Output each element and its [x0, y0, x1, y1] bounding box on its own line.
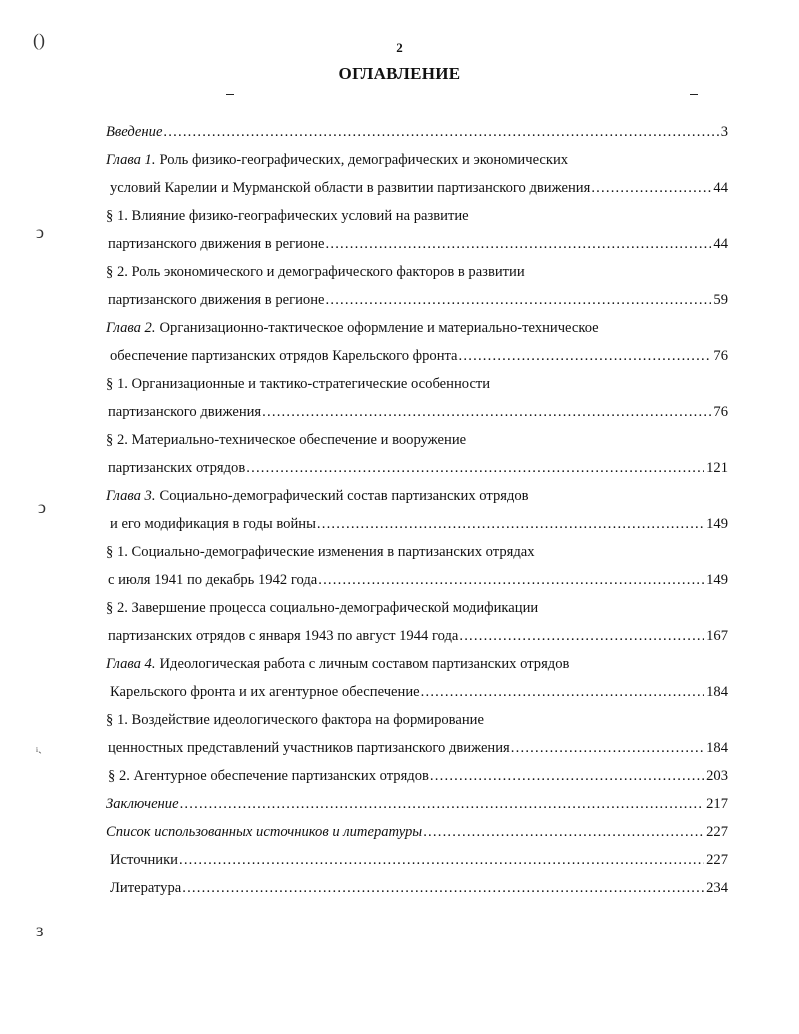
toc-entry-title: партизанского движения в регионе: [108, 292, 325, 308]
toc-entry: [106, 206, 469, 226]
toc-entry: [110, 178, 728, 198]
toc-page-number: 59: [713, 292, 728, 308]
toc-entry: [106, 822, 728, 842]
toc-entry: [106, 122, 728, 142]
toc-dot-leader: [326, 290, 712, 310]
toc-page-number: 121: [706, 460, 728, 476]
toc-page-number: 203: [706, 768, 728, 784]
toc-entry: [108, 570, 728, 590]
toc-page-number: 44: [713, 180, 728, 196]
toc-entry: [108, 766, 728, 786]
toc-page-number: 227: [706, 824, 728, 840]
toc-entry-title: партизанского движения: [108, 404, 262, 420]
toc-entry-title: Организационно-тактическое оформление и материально-техническое: [159, 320, 599, 336]
toc-entry-title: § 2. Агентурное обеспечение партизанских отрядов: [108, 768, 429, 784]
toc-dot-leader: [180, 794, 705, 814]
toc-entry-title: Карельского фронта и их агентурное обеспечение: [110, 684, 420, 700]
toc-entry-title: § 1. Воздействие идеологического фактора на формирование: [106, 712, 484, 728]
toc-entry: [108, 626, 728, 646]
toc-chapter-number: Глава 3.: [106, 488, 156, 504]
toc-dot-leader: [459, 346, 712, 366]
toc-chapter-number: Глава 4.: [106, 656, 156, 672]
toc-chapter-number: Глава 2.: [106, 320, 156, 336]
toc-entry-title: Список использованных источников и литературы: [106, 824, 423, 840]
toc-entry-title: § 1. Социально-демографические изменения в партизанских отрядах: [106, 544, 535, 560]
toc-entry: [110, 346, 728, 366]
toc-dot-leader: [459, 626, 704, 646]
toc-page-number: 184: [706, 740, 728, 756]
toc-entry: [108, 234, 728, 254]
toc-page-number: 184: [706, 684, 728, 700]
toc-dot-leader: [182, 878, 704, 898]
toc-dot-leader: [317, 514, 704, 534]
toc-entry-title: Источники: [110, 852, 178, 868]
toc-entry: [106, 598, 538, 618]
toc-dot-leader: [430, 766, 704, 786]
toc-dot-leader: [179, 850, 704, 870]
toc-entry: [108, 290, 728, 310]
toc-page-number: 227: [706, 852, 728, 868]
toc-dot-leader: [423, 822, 704, 842]
toc-entry: [110, 850, 728, 870]
toc-entry-title: с июля 1941 по декабрь 1942 года: [108, 572, 318, 588]
toc-entry: [110, 682, 728, 702]
toc-page-number: 217: [706, 796, 728, 812]
toc-entry-title: Введение: [106, 124, 163, 140]
toc-entry-title: ценностных представлений участников партизанского движения: [108, 740, 510, 756]
toc-page-number: 149: [706, 572, 728, 588]
toc-entry-title: и его модификация в годы войны: [110, 516, 316, 532]
toc-entry-title: Роль физико-географических, демографических и экономических: [159, 152, 569, 168]
toc-entry: [108, 738, 728, 758]
toc-dot-leader: [318, 570, 704, 590]
toc-entry: [106, 150, 568, 170]
toc-page-number: 44: [713, 236, 728, 252]
toc-entry: [106, 318, 599, 338]
header-dash-right: [690, 94, 698, 95]
toc-entry-title: Заключение: [106, 796, 179, 812]
toc-chapter-number: Глава 1.: [106, 152, 156, 168]
header-dash-left: [226, 94, 234, 95]
scan-margin-mark: ↄ: [38, 497, 46, 517]
toc-entry-title: партизанского движения в регионе: [108, 236, 325, 252]
toc-entry-title: § 1. Организационные и тактико-стратегические особенности: [106, 376, 491, 392]
toc-dot-leader: [511, 738, 704, 758]
toc-dot-leader: [262, 402, 711, 422]
toc-entry: [110, 514, 728, 534]
toc-entry: [106, 542, 535, 562]
toc-page-number: 167: [706, 628, 728, 644]
scan-margin-mark: ↄ: [36, 222, 44, 242]
toc-entry: [108, 458, 728, 478]
toc-dot-leader: [246, 458, 704, 478]
toc-entry-title: партизанских отрядов с января 1943 по август 1944 года: [108, 628, 459, 644]
toc-entry-title: § 2. Роль экономического и демографического факторов в развитии: [106, 264, 525, 280]
toc-entry-title: партизанских отрядов: [108, 460, 246, 476]
toc-entry-title: § 1. Влияние физико-географических условий на развитие: [106, 208, 469, 224]
page-number: 2: [396, 40, 403, 55]
toc-entry: [106, 486, 529, 506]
toc-entry: [106, 430, 466, 450]
toc-entry-title: § 2. Завершение процесса социально-демографической модификации: [106, 600, 539, 616]
toc-dot-leader: [591, 178, 711, 198]
toc-page-number: 76: [713, 404, 728, 420]
toc-page-number: 3: [720, 124, 728, 140]
toc-entry: [106, 710, 484, 730]
toc-entry-title: Литература: [110, 880, 182, 896]
toc-entry: [106, 794, 728, 814]
scan-margin-mark: ᵢˎ: [36, 740, 42, 754]
toc-entry-title: обеспечение партизанских отрядов Карельского фронта: [110, 348, 458, 364]
toc-entry-title: Социально-демографический состав партизанских отрядов: [159, 488, 529, 504]
toc-entry-title: условий Карелии и Мурманской области в развитии партизанского движения: [110, 180, 591, 196]
toc-entry: [106, 654, 569, 674]
toc-entry: [106, 374, 490, 394]
toc-entry-title: Идеологическая работа с личным составом партизанских отрядов: [159, 656, 570, 672]
toc-dot-leader: [326, 234, 712, 254]
scan-margin-mark: ɜ: [36, 920, 44, 940]
toc-dot-leader: [421, 682, 704, 702]
page-title: ОГЛАВЛЕНИЕ: [338, 64, 461, 83]
toc-page-number: 234: [706, 880, 728, 896]
toc-entry-title: § 2. Материально-техническое обеспечение и вооружение: [106, 432, 467, 448]
scan-margin-mark: (): [33, 30, 45, 50]
toc-page-number: 149: [706, 516, 728, 532]
toc-entry: [110, 878, 728, 898]
toc-dot-leader: [163, 122, 718, 142]
toc-page-number: 76: [713, 348, 728, 364]
toc-entry: [106, 262, 525, 282]
toc-entry: [108, 402, 728, 422]
